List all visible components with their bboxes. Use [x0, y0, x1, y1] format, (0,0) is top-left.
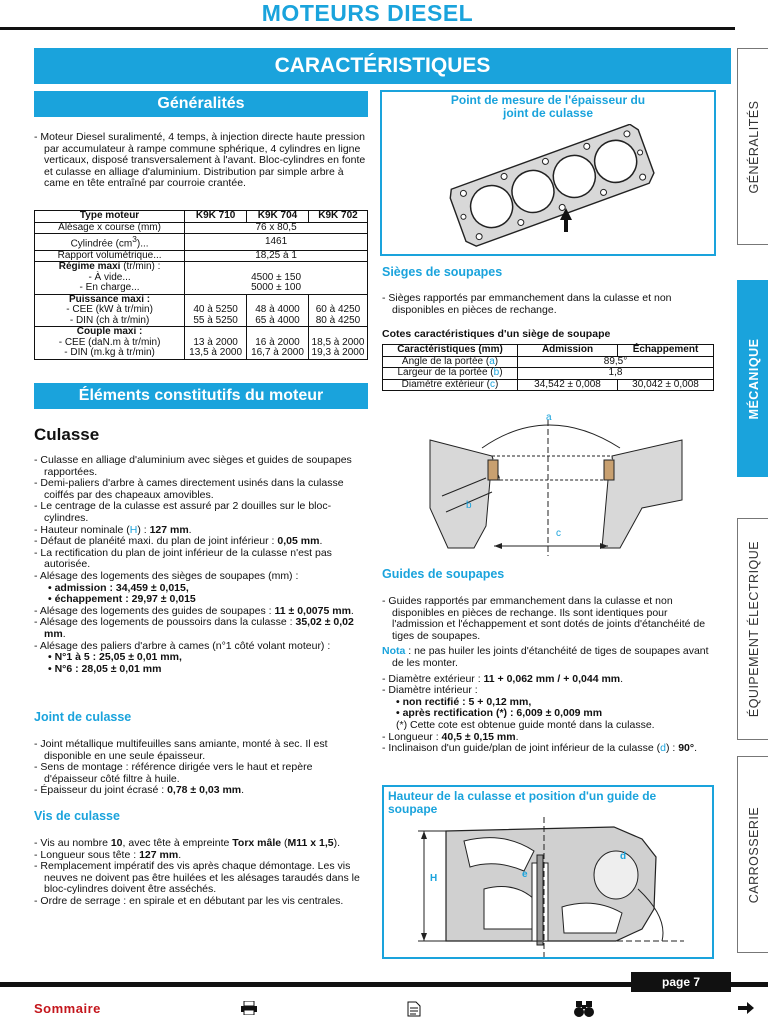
table-row	[35, 222, 368, 234]
culasse-text	[34, 455, 366, 675]
gasket-figure	[380, 90, 716, 256]
row-value: 34,542 ± 0,008	[518, 379, 618, 391]
guides-text	[382, 596, 716, 755]
row-value: 60 à 4250 80 à 4250	[308, 294, 367, 327]
row-label: Puissance maxi : - CEE (kW à tr/min) - DIN (ch à tr/min)	[35, 294, 185, 327]
guides-line: - Guides rapportés par emmanchement dans la culasse et non disponibles en pièces de rechange. Ils sont identiques pour l'admission et l'échappement et sont dotés de joints d'étanchéité de tiges de soupapes.	[382, 595, 706, 642]
row-label: Alésage x course (mm)	[35, 222, 185, 234]
seat-table	[382, 344, 714, 391]
row-value: 89,5°	[518, 356, 714, 368]
tab-equipement-electrique[interactable]	[737, 518, 768, 740]
culasse-line: • échappement : 29,97 ± 0,015	[48, 593, 196, 606]
culasse-line: - Culasse en alliage d'aluminium avec sièges et guides de soupapes rapportées.	[34, 454, 352, 478]
table-header: K9K 710	[185, 211, 247, 223]
guides-line: - Longueur : 40,5 ± 0,15 mm.	[382, 730, 519, 743]
table-row	[383, 368, 714, 380]
sommaire-link[interactable]: Sommaire	[34, 1001, 101, 1016]
culasse-line: - Défaut de planéité maxi. du plan de joint inférieur : 0,05 mm.	[34, 535, 323, 548]
culasse-line: • N°1 à 5 : 25,05 ± 0,01 mm,	[48, 651, 182, 664]
intro-text: - Moteur Diesel suralimenté, 4 temps, à injection directe haute pression par accumulateur à rampe commune sphérique, 4 cylindres en ligne verticaux, disposé transversalement à l'avant. Bloc-cylindres en fonte et culasse en alliage d'aluminium. Distribution par simple arbre à came en tête entraîné par courroie crantée.	[34, 131, 366, 190]
row-label: Cylindrée $(cm^3)$...	[35, 234, 185, 251]
vis-line: - Remplacement impératif des vis après chaque démontage. Les vis neuves ne doivent pas être huilées et les alésages taraudés dans le bloc-cylindres doivent être asséchés.	[34, 860, 360, 896]
valve-seat-drawing	[382, 408, 716, 558]
joint-line: - Épaisseur du joint écrasé : 0,78 ± 0,03 mm.	[34, 784, 245, 797]
culasse-title: Culasse	[34, 425, 100, 444]
vis-text	[34, 838, 366, 908]
row-label: Régime maxi (tr/min) : - À vide... - En charge...	[35, 262, 185, 295]
culasse-line: - Alésage des logements des guides de soupapes : 11 ± 0,0075 mm.	[34, 604, 354, 617]
table-header-row	[35, 211, 368, 223]
tab-label: CARROSSERIE	[746, 806, 761, 903]
joint-line: - Joint métallique multifeuilles sans amiante, monté à sec. Il est disponible en une seule épaisseur.	[34, 738, 328, 762]
joint-line: - Sens de montage : référence dirigée vers le haut et repère d'épaisseur côté filtre à huile.	[34, 761, 313, 785]
row-label: Rapport volumétrique...	[35, 250, 185, 262]
section-banner: CARACTÉRISTIQUES	[34, 48, 731, 84]
culasse-line: - Demi-paliers d'arbre à cames directement usinés dans la culasse coiffés par des chapeaux amovibles.	[34, 477, 344, 501]
valve-seat-figure	[382, 408, 716, 558]
guides-line: - Diamètre extérieur : 11 + 0,062 mm / + 0,044 mm.	[382, 672, 624, 685]
row-label: Largeur de la portée (b)	[383, 368, 518, 380]
culasse-line: - Alésage des logements de poussoirs dans la culasse : 35,02 ± 0,02 mm.	[34, 616, 354, 640]
table-row	[35, 294, 368, 327]
row-value: 1461	[185, 234, 368, 251]
sieges-text	[382, 293, 716, 316]
seat-table-title: Cotes caractéristiques d'un siège de soupape	[382, 328, 611, 340]
culasse-line: • admission : 34,459 ± 0,015,	[48, 581, 189, 594]
row-value: 30,042 ± 0,008	[618, 379, 714, 391]
head-figure-title: Hauteur de la culasse et position d'un guide de soupape	[388, 789, 657, 816]
culasse-line: - Alésage des paliers d'arbre à cames (n°1 côté volant moteur) :	[34, 639, 331, 652]
row-value: 48 à 4000 65 à 4000	[247, 294, 309, 327]
row-value: 40 à 5250 55 à 5250	[185, 294, 247, 327]
table-row	[35, 262, 368, 295]
table-header: Caractéristiques (mm)	[383, 345, 518, 357]
row-value: 16 à 2000 16,7 à 2000	[247, 327, 309, 360]
print-icon[interactable]	[240, 1001, 258, 1018]
table-header: K9K 702	[308, 211, 367, 223]
sieges-line: - Sièges rapportés par emmanchement dans la culasse et non disponibles en pièces de rechange.	[382, 292, 672, 316]
label-a: a	[546, 412, 552, 423]
row-label: Diamètre extérieur (c)	[383, 379, 518, 391]
culasse-line: - Alésage des logements des sièges de soupapes (mm) :	[34, 569, 299, 582]
label-d: d	[620, 851, 627, 862]
label-c: c	[556, 528, 561, 539]
row-value: 1,8	[518, 368, 714, 380]
sieges-title: Sièges de soupapes	[382, 265, 503, 279]
tab-label: MÉCANIQUE	[746, 338, 761, 419]
head-figure	[382, 785, 714, 959]
elements-heading: Éléments constitutifs du moteur	[34, 383, 368, 409]
engine-spec-table	[34, 210, 368, 360]
tab-label: GÉNÉRALITÉS	[746, 99, 761, 194]
table-header: Échappement	[618, 345, 714, 357]
tab-carrosserie[interactable]	[737, 756, 768, 953]
tab-mecanique[interactable]	[737, 280, 768, 477]
gasket-figure-title: Point de mesure de l'épaisseur du joint de culasse	[450, 93, 646, 120]
vis-line: - Ordre de serrage : en spirale et en débutant par les vis centrales.	[34, 894, 344, 907]
guides-line: (*) Cette cote est obtenue guide monté dans la culasse.	[396, 718, 655, 731]
label-h: H	[430, 873, 438, 884]
guides-line: • non rectifié : 5 + 0,12 mm,	[396, 695, 532, 708]
table-row	[35, 250, 368, 262]
row-label: Couple maxi : - CEE (daN.m à tr/min) - DIN (m.kg à tr/min)	[35, 327, 185, 360]
row-value: 18,25 à 1	[185, 250, 368, 262]
table-row	[383, 379, 714, 391]
row-value: 4500 ± 150 5000 ± 100	[185, 262, 368, 295]
culasse-line: - La rectification du plan de joint inférieur de la culasse n'est pas autorisée.	[34, 546, 332, 571]
header-rule	[0, 27, 735, 30]
label-b: b	[466, 500, 472, 511]
vis-line: - Vis au nombre 10, avec tête à empreinte Torx mâle (M11 x 1,5).	[34, 837, 341, 849]
table-row	[35, 234, 368, 251]
tab-label: ÉQUIPEMENT ÉLECTRIQUE	[746, 540, 761, 718]
page-number: page 7	[631, 972, 731, 992]
guides-nota: Nota : ne pas huiler les joints d'étanchéité de tiges de soupapes avant de les monter.	[382, 645, 709, 669]
table-row	[383, 356, 714, 368]
document-icon[interactable]	[407, 1001, 421, 1020]
table-row	[35, 327, 368, 360]
cylinder-head-drawing	[384, 817, 712, 957]
vis-title: Vis de culasse	[34, 809, 120, 823]
gasket-drawing	[382, 124, 714, 254]
guides-title: Guides de soupapes	[382, 567, 505, 581]
row-value: 18,5 à 2000 19,3 à 2000	[308, 327, 367, 360]
guides-line: • après rectification (*) : 6,009 ± 0,009 mm	[396, 707, 603, 720]
table-header: Type moteur	[35, 211, 185, 223]
row-value: 76 x 80,5	[185, 222, 368, 234]
table-header-row	[383, 345, 714, 357]
table-header: Admission	[518, 345, 618, 357]
binoculars-icon[interactable]	[574, 1001, 594, 1020]
joint-title: Joint de culasse	[34, 710, 132, 724]
row-value: 13 à 2000 13,5 à 2000	[185, 327, 247, 360]
tab-generalites[interactable]	[737, 48, 768, 245]
generalites-intro	[34, 132, 366, 190]
generalites-heading: Généralités	[34, 91, 368, 117]
guides-line: - Inclinaison d'un guide/plan de joint inférieur de la culasse (d) : 90°.	[382, 742, 697, 755]
culasse-line: - Le centrage de la culasse est assuré par 2 douilles sur le bloc-cylindres.	[34, 500, 332, 524]
guides-line: - Diamètre intérieur :	[382, 684, 478, 697]
row-label: Angle de la portée (a)	[383, 356, 518, 368]
gasket-shape	[448, 124, 657, 249]
joint-text	[34, 739, 366, 797]
label-e: e	[522, 869, 528, 880]
next-page-arrow-icon[interactable]	[738, 1001, 754, 1018]
culasse-line: • N°6 : 28,05 ± 0,01 mm	[48, 662, 162, 675]
table-header: K9K 704	[247, 211, 309, 223]
culasse-line: - Hauteur nominale (H) : 127 mm.	[34, 523, 192, 536]
vis-line: - Longueur sous tête : 127 mm.	[34, 848, 182, 861]
page-header-title: MOTEURS DIESEL	[261, 0, 474, 26]
